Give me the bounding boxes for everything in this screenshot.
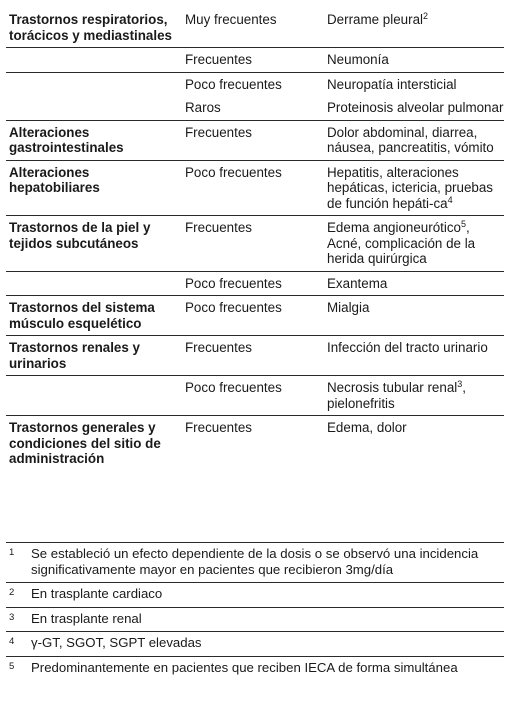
footnote-text: En trasplante renal xyxy=(31,610,142,626)
event-cell: Proteinosis alveolar pulmonar xyxy=(323,96,504,120)
footnote-number: 5 xyxy=(9,660,15,672)
event-text: Hepatitis, alteraciones hepáticas, ictericia, pruebas de función hepáti-ca xyxy=(327,164,493,211)
frequency-cell: Poco frecuentes xyxy=(182,271,323,296)
organ-system-cell: Alteraciones gastrointestinales xyxy=(6,120,182,160)
table-row xyxy=(6,376,504,416)
footnotes xyxy=(6,542,504,680)
frequency-cell: Poco frecuentes xyxy=(182,296,323,336)
frequency-cell: Poco frecuentes xyxy=(185,76,282,92)
table-row xyxy=(6,336,504,376)
organ-system-cell xyxy=(6,72,182,96)
footnote-text: Predominantemente en pacientes que reciben IECA de forma simultánea xyxy=(31,659,458,675)
footnote-ref: 2 xyxy=(423,11,429,21)
frequency-cell: Frecuentes xyxy=(182,120,323,160)
frequency-cell: Frecuentes xyxy=(185,420,252,435)
footnote-number: 2 xyxy=(9,587,15,598)
organ-system-cell xyxy=(6,271,182,296)
footnote xyxy=(6,656,504,681)
event-cell: Edema, dolor xyxy=(327,420,407,435)
frequency-cell: Poco frecuentes xyxy=(182,376,323,416)
event-cell: Infección del tracto urinario xyxy=(323,336,504,376)
footnote-number: 1 xyxy=(9,547,15,558)
organ-system-cell: Trastornos generales y condiciones del sitio de administración xyxy=(9,420,161,466)
event-cell: Neuropatía intersticial xyxy=(327,76,457,92)
table-row xyxy=(6,216,504,272)
organ-system-cell: Trastornos de la piel y tejidos subcutáneos xyxy=(6,216,182,272)
table-row xyxy=(6,120,504,160)
footnote xyxy=(6,582,504,607)
event-cell: Neumonía xyxy=(323,48,504,73)
footnote-text: γ-GT, SGOT, SGPT elevadas xyxy=(31,635,202,650)
footnote-text: En trasplante cardiaco xyxy=(31,586,163,601)
organ-system-cell: Alteraciones hepatobiliares xyxy=(6,160,182,216)
event-cell: Exantema xyxy=(323,271,504,296)
event-text: Edema angioneurótico xyxy=(327,220,461,235)
footnote-ref: 3 xyxy=(457,379,463,389)
table-row xyxy=(6,160,504,216)
event-cell: Mialgia xyxy=(323,296,504,336)
table-row xyxy=(6,271,504,296)
footnote xyxy=(6,607,504,632)
table-row xyxy=(6,416,504,471)
event-text-continued: , Acné, complicación de la herida quirúrgica xyxy=(327,220,476,266)
event-cell xyxy=(323,160,504,216)
footnote-ref: 5 xyxy=(461,219,467,229)
frequency-cell: Frecuentes xyxy=(182,216,323,272)
frequency-cell: Frecuentes xyxy=(182,336,323,376)
event-cell xyxy=(323,376,504,416)
frequency-cell: Raros xyxy=(182,96,323,120)
event-text: Necrosis tubular renal xyxy=(327,380,458,395)
table-row xyxy=(6,72,504,96)
footnote xyxy=(6,631,504,656)
organ-system-cell xyxy=(6,48,182,73)
event-text-continued: , pielonefritis xyxy=(327,380,466,411)
frequency-cell: Muy frecuentes xyxy=(182,8,323,48)
event-cell xyxy=(323,216,504,272)
frequency-cell: Poco frecuentes xyxy=(182,160,323,216)
footnote-text: Se estableció un efecto dependiente de la dosis o se observó una incidencia significativamente mayor en pacientes que recibieron 3mg/día xyxy=(31,546,479,577)
event-cell: Dolor abdominal, diarrea, náusea, pancreatitis, vómito xyxy=(323,120,504,160)
footnote-ref: 4 xyxy=(447,194,453,205)
organ-system-cell xyxy=(6,96,182,120)
event-cell xyxy=(323,8,504,48)
footnote-number: 3 xyxy=(9,611,15,623)
footnote-number: 4 xyxy=(9,636,15,647)
table-row xyxy=(6,8,504,48)
organ-system-cell xyxy=(6,376,182,416)
organ-system-cell: Trastornos respiratorios, torácicos y mediastinales xyxy=(6,8,182,48)
table-row xyxy=(6,296,504,336)
organ-system-cell: Trastornos del sistema músculo esquelético xyxy=(6,296,182,336)
frequency-cell: Frecuentes xyxy=(182,48,323,73)
table-row xyxy=(6,48,504,73)
event-text: Derrame pleural xyxy=(327,12,424,27)
footnote xyxy=(6,542,504,582)
table-row xyxy=(6,96,504,120)
adverse-events-table xyxy=(6,8,504,471)
organ-system-cell: Trastornos renales y urinarios xyxy=(6,336,182,376)
